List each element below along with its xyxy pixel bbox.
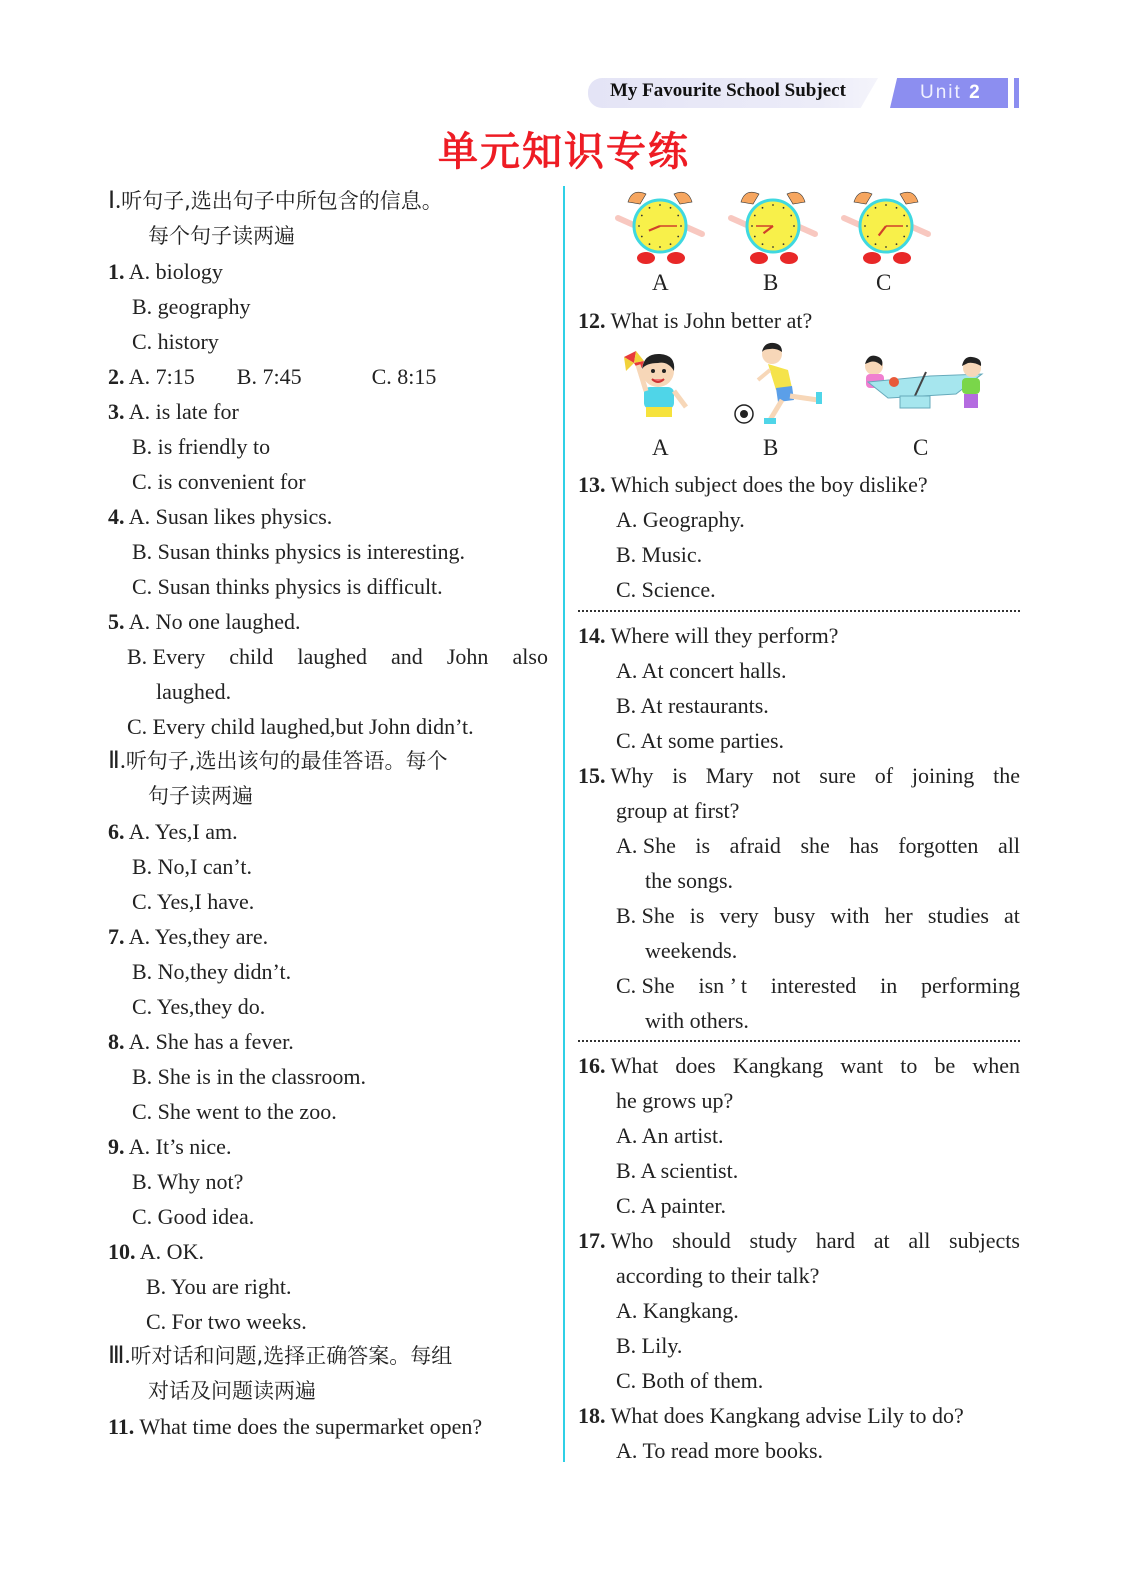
option-a[interactable]: A. 7:15 — [128, 364, 195, 389]
option-c[interactable]: C. Yes,they do. — [132, 994, 266, 1019]
bell-left — [854, 192, 872, 204]
kids-playing-table-tennis-icon — [860, 352, 990, 416]
hour-mark — [680, 225, 682, 227]
foot-left — [863, 252, 881, 264]
column-divider — [563, 186, 565, 1462]
clock-option-b[interactable] — [723, 186, 836, 266]
option-a[interactable]: A. OK. — [139, 1239, 204, 1264]
question-6: 6. A. Yes,I am. — [108, 819, 238, 844]
hour-mark — [677, 236, 679, 238]
option-label-b: B — [763, 435, 779, 460]
option-label-b: B — [763, 270, 779, 295]
left-column — [108, 184, 548, 1444]
hour-mark — [670, 207, 672, 209]
question-10: 10. A. OK. — [108, 1239, 204, 1264]
question-12: 12. What is John better at? — [578, 308, 813, 333]
option-b[interactable]: B. 7:45 — [236, 364, 302, 389]
hour-mark — [783, 207, 785, 209]
pinwheel-boy-picture[interactable] — [614, 345, 690, 421]
question-11: 11. What time does the supermarket open? — [108, 1414, 483, 1439]
option-a[interactable]: A. Kangkang. — [616, 1298, 739, 1323]
option-c[interactable]: C. Susan thinks physics is difficult. — [132, 574, 443, 599]
option-c-cont: with others. — [645, 1008, 749, 1033]
option-b[interactable]: B. geography — [132, 294, 251, 319]
hour-mark — [751, 225, 753, 227]
question-2: 2. A. 7:15 B. 7:45 C. 8:15 — [108, 364, 437, 389]
bell-right — [674, 192, 692, 204]
hour-mark — [659, 204, 661, 206]
option-b[interactable]: B. is friendly to — [132, 434, 271, 459]
alarm-clock-icon — [610, 186, 710, 266]
option-c[interactable]: C. 8:15 — [371, 364, 437, 389]
option-a[interactable]: A. is late for — [128, 399, 239, 424]
option-c[interactable]: C. A painter. — [616, 1193, 726, 1218]
option-b[interactable]: B. No,I can’t. — [132, 854, 252, 879]
option-label-c: C — [913, 435, 929, 460]
hour-mark — [772, 246, 774, 248]
option-b[interactable]: B. Why not? — [132, 1169, 244, 1194]
question-text: What time does the supermarket open? — [139, 1414, 483, 1439]
option-b[interactable]: B. No,they didn’t. — [132, 959, 292, 984]
question-text-cont: according to their talk? — [616, 1263, 820, 1288]
hour-mark — [875, 243, 877, 245]
option-b[interactable]: B. Lily. — [616, 1333, 683, 1358]
section-3-heading: Ⅲ.听对话和问题,选择正确答案。每组 — [108, 1343, 453, 1369]
hour-mark — [754, 215, 756, 217]
hour-mark — [790, 236, 792, 238]
hour-mark — [903, 236, 905, 238]
hour-mark — [754, 236, 756, 238]
hour-mark — [896, 207, 898, 209]
question-18: 18. What does Kangkang advise Lily to do? — [578, 1403, 964, 1428]
foot-left — [637, 252, 655, 264]
question-text: Which subject does the boy dislike? — [610, 472, 928, 497]
unit-label — [920, 82, 982, 104]
dialogue-separator — [578, 610, 1020, 612]
hour-mark — [867, 236, 869, 238]
option-b[interactable]: B. She is very busy with her studies at — [616, 903, 1020, 928]
question-4: 4. A. Susan likes physics. — [108, 504, 333, 529]
option-a[interactable]: A. At concert halls. — [616, 658, 787, 683]
page-title: 单元知识专练 — [438, 129, 690, 175]
section-3-heading-cont: 对话及问题读两遍 — [148, 1379, 316, 1403]
hour-mark — [670, 243, 672, 245]
hour-mark — [659, 246, 661, 248]
question-14-15 — [578, 618, 1020, 1038]
option-c[interactable]: C. Science. — [616, 577, 716, 602]
hour-mark — [649, 207, 651, 209]
option-a[interactable]: A. Yes,they are. — [128, 924, 269, 949]
alarm-clock-icon — [723, 186, 823, 266]
option-a[interactable]: A. She has a fever. — [128, 1029, 294, 1054]
hour-mark — [903, 215, 905, 217]
option-a[interactable]: A. An artist. — [616, 1123, 724, 1148]
option-b-cont: laughed. — [156, 679, 232, 704]
hour-mark — [790, 215, 792, 217]
option-c[interactable]: C. She went to the zoo. — [132, 1099, 337, 1124]
option-b[interactable]: B. She is in the classroom. — [132, 1064, 367, 1089]
hour-mark — [772, 204, 774, 206]
foot-right — [893, 252, 911, 264]
question-text: What does Kangkang advise Lily to do? — [610, 1403, 964, 1428]
boy-with-pinwheel-icon — [614, 345, 690, 421]
question-5: 5. A. No one laughed. — [108, 609, 301, 634]
option-c[interactable]: C. Good idea. — [132, 1204, 255, 1229]
question-13: 13. Which subject does the boy dislike? A. Geography. B. Music. C. Science. — [578, 467, 1020, 607]
unit-number: 2 — [969, 82, 982, 103]
section-1-heading: Ⅰ.听句子,选出句子中所包含的信息。 — [108, 188, 443, 214]
table-tennis-picture[interactable] — [860, 352, 990, 416]
foot-right — [667, 252, 685, 264]
section-1-heading-cont: 每个句子读两遍 — [148, 224, 295, 248]
option-c[interactable]: C. She isn ’ t interested in performing — [616, 973, 1020, 998]
foot-left — [750, 252, 768, 264]
section-2-heading-cont: 句子读两遍 — [148, 784, 253, 808]
option-b[interactable]: B. Susan thinks physics is interesting. — [132, 539, 466, 564]
hour-mark — [762, 243, 764, 245]
option-a[interactable]: A. To read more books. — [616, 1438, 824, 1463]
bell-right — [787, 192, 805, 204]
unit-word: Unit — [920, 82, 962, 103]
option-c[interactable]: C. At some parties. — [616, 728, 785, 753]
question-7: 7. A. Yes,they are. — [108, 924, 269, 949]
hour-mark — [885, 204, 887, 206]
question-text: What is John better at? — [610, 308, 813, 333]
hour-mark — [783, 243, 785, 245]
header-subject-title: My Favourite School Subject — [610, 80, 846, 101]
option-a[interactable]: A. She is afraid she has forgotten all — [616, 833, 1020, 858]
option-a[interactable]: A. Susan likes physics. — [128, 504, 333, 529]
alarm-clock-icon — [836, 186, 936, 266]
question-3: 3. A. is late for — [108, 399, 239, 424]
option-c[interactable]: C. For two weeks. — [146, 1309, 307, 1334]
bell-left — [628, 192, 646, 204]
football-boy-picture[interactable] — [730, 340, 830, 428]
hour-mark — [867, 215, 869, 217]
option-a[interactable]: A. biology — [128, 259, 223, 284]
option-c[interactable]: C. Both of them. — [616, 1368, 764, 1393]
clock-option-c[interactable] — [836, 186, 949, 266]
hour-mark — [906, 225, 908, 227]
question-9: 9. A. It’s nice. — [108, 1134, 232, 1159]
option-b[interactable]: B. At restaurants. — [616, 693, 769, 718]
hour-mark — [677, 215, 679, 217]
hour-mark — [638, 225, 640, 227]
hour-mark — [649, 243, 651, 245]
option-label-c: C — [876, 270, 892, 295]
option-b-cont: weekends. — [645, 938, 738, 963]
hour-mark — [875, 207, 877, 209]
question-text-cont: group at first? — [616, 798, 740, 823]
hour-mark — [864, 225, 866, 227]
option-c[interactable]: C. Yes,I have. — [132, 889, 255, 914]
question-15: 15. Why is Mary not sure of joining the — [578, 763, 1020, 788]
bell-left — [741, 192, 759, 204]
option-b[interactable]: B. You are right. — [146, 1274, 292, 1299]
option-c[interactable]: C. is convenient for — [132, 469, 306, 494]
hour-mark — [896, 243, 898, 245]
question-16: 16. What does Kangkang want to be when — [578, 1053, 1020, 1078]
clock-option-a[interactable] — [610, 186, 723, 266]
hour-mark — [762, 207, 764, 209]
option-a[interactable]: A. No one laughed. — [128, 609, 301, 634]
clock-options — [610, 186, 949, 266]
option-a[interactable]: A. Geography. — [616, 507, 745, 532]
hour-mark — [793, 225, 795, 227]
option-b[interactable]: B. A scientist. — [616, 1158, 739, 1183]
section-2-heading: Ⅱ.听句子,选出该句的最佳答语。每个 — [108, 748, 448, 774]
option-label-a: A — [652, 270, 669, 295]
option-a[interactable]: A. It’s nice. — [128, 1134, 232, 1159]
hour-mark — [641, 215, 643, 217]
question-16-18 — [578, 1048, 1020, 1468]
question-text: Where will they perform? — [610, 623, 839, 648]
foot-right — [780, 252, 798, 264]
question-1: 1. A. biology — [108, 259, 223, 284]
question-text-cont: he grows up? — [616, 1088, 734, 1113]
question-14: 14. Where will they perform? — [578, 623, 839, 648]
bell-right — [900, 192, 918, 204]
option-b[interactable]: B. Music. — [616, 542, 703, 567]
option-c[interactable]: C. Every child laughed,but John didn’t. — [127, 714, 474, 739]
question-8: 8. A. She has a fever. — [108, 1029, 294, 1054]
option-a-cont: the songs. — [645, 868, 733, 893]
option-c[interactable]: C. history — [132, 329, 219, 354]
question-17: 17. Who should study hard at all subjects — [578, 1228, 1020, 1253]
dialogue-separator — [578, 1040, 1020, 1042]
option-label-a: A — [652, 435, 669, 460]
hour-mark — [885, 246, 887, 248]
unit-stripe — [1014, 78, 1019, 108]
hour-mark — [641, 236, 643, 238]
boy-playing-football-icon — [730, 340, 830, 428]
option-a[interactable]: A. Yes,I am. — [128, 819, 238, 844]
option-b[interactable]: B. Every child laughed and John also — [127, 644, 548, 669]
